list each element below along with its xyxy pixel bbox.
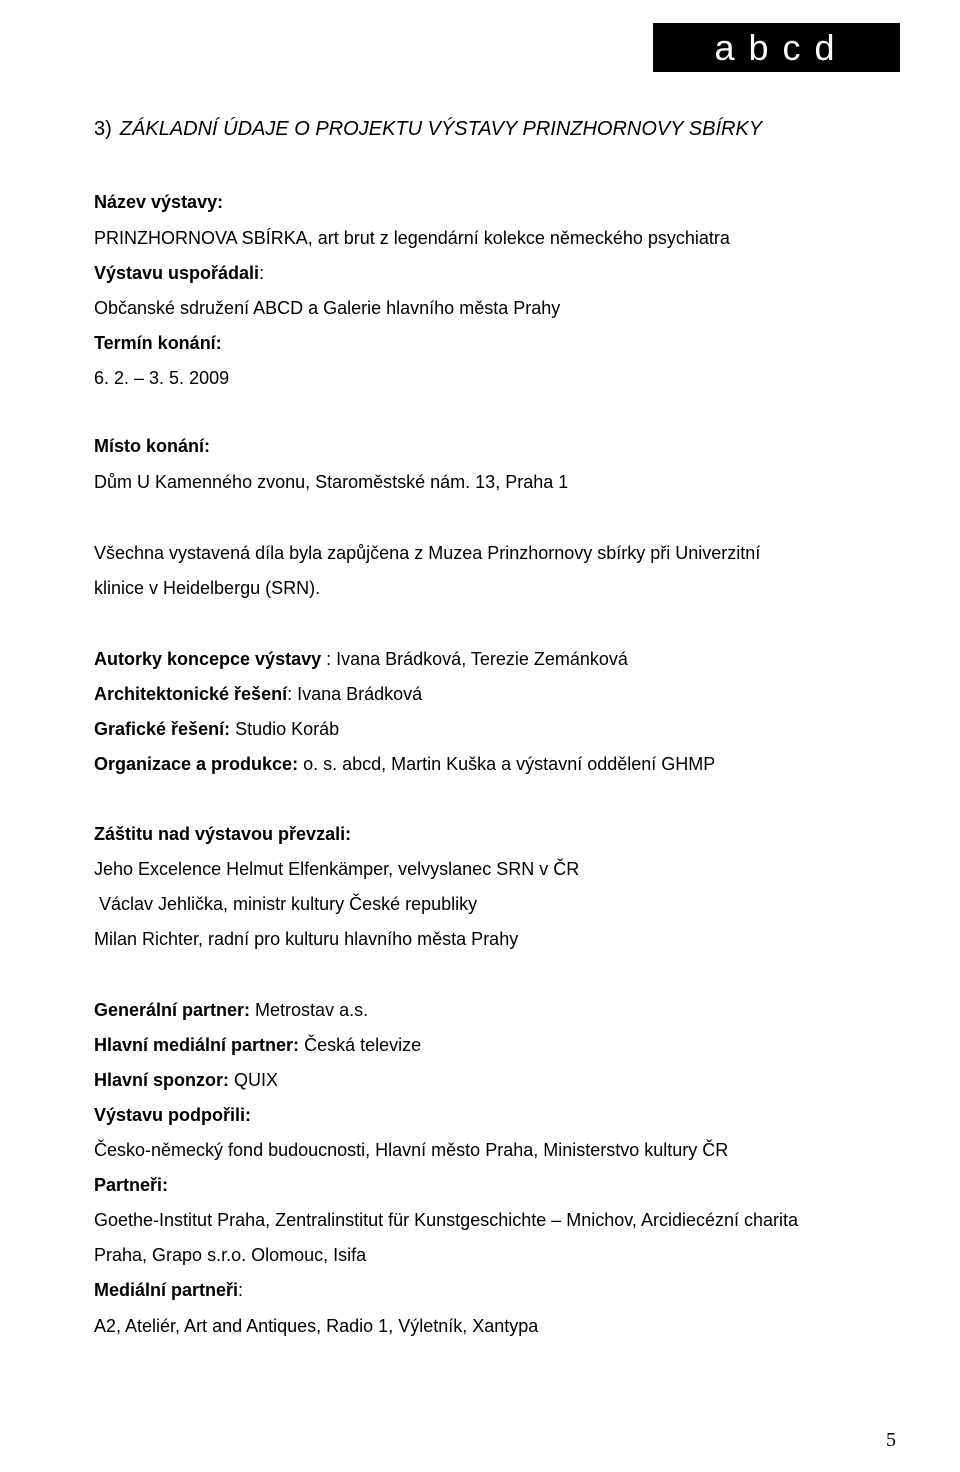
- main-sponsor-line: [94, 1068, 914, 1092]
- value-partners-line-1: Goethe-Institut Praha, Zentralinstitut für Kunstgeschichte – Mnichov, Arcidiecézní charita: [94, 1210, 799, 1230]
- value-exhibition-name: PRINZHORNOVA SBÍRKA, art brut z legendární kolekce německého psychiatra: [94, 228, 730, 248]
- label-main-sponsor: Hlavní sponzor:: [94, 1070, 230, 1090]
- value-partners-line-2: Praha, Grapo s.r.o. Olomouc, Isifa: [94, 1245, 367, 1265]
- loan-note-line-2: klinice v Heidelbergu (SRN).: [94, 578, 321, 598]
- graphics-line: [94, 717, 914, 741]
- abcd-logo: abcd: [653, 23, 900, 72]
- label-place: Místo konání:: [94, 436, 210, 456]
- value-supporters: Česko-německý fond budoucnosti, Hlavní město Praha, Ministerstvo kultury ČR: [94, 1140, 729, 1160]
- label-supporters: Výstavu podpořili:: [94, 1105, 252, 1125]
- label-media-partner: Hlavní mediální partner:: [94, 1035, 300, 1055]
- value-production: o. s. abcd, Martin Kuška a výstavní oddělení GHMP: [298, 754, 716, 774]
- value-place: Dům U Kamenného zvonu, Staroměstské nám. 13, Praha 1: [94, 472, 569, 492]
- loan-note-line-1: Všechna vystavená díla byla zapůjčena z Muzea Prinzhornovy sbírky při Univerzitní: [94, 543, 761, 563]
- label-general-partner: Generální partner:: [94, 1000, 251, 1020]
- value-concept: : Ivana Brádková, Terezie Zemánková: [321, 649, 628, 669]
- concept-line: [94, 647, 914, 671]
- label-exhibition-name: Název výstavy:: [94, 192, 224, 212]
- production-line: [94, 752, 914, 776]
- label-patronage: Záštitu nad výstavou převzali:: [94, 824, 352, 844]
- label-media-partners-line: [94, 1278, 914, 1302]
- value-graphics: Studio Koráb: [230, 719, 340, 739]
- page-number: 5: [886, 1429, 896, 1451]
- label-graphics: Grafické řešení:: [94, 719, 231, 739]
- general-partner-line: [94, 998, 914, 1022]
- label-media-partners: Mediální partneři: [94, 1280, 239, 1300]
- value-date: 6. 2. – 3. 5. 2009: [94, 368, 230, 388]
- section-heading: [94, 114, 914, 144]
- label-organizers-colon: :: [259, 263, 265, 283]
- value-organizers: Občanské sdružení ABCD a Galerie hlavního města Prahy: [94, 298, 561, 318]
- label-production: Organizace a produkce:: [94, 754, 299, 774]
- label-organizers-line: [94, 261, 914, 285]
- value-main-sponsor: QUIX: [229, 1070, 279, 1090]
- section-title: ZÁKLADNÍ ÚDAJE O PROJEKTU VÝSTAVY PRINZHORNOVY SBÍRKY: [119, 118, 763, 140]
- patron-item: Václav Jehlička, ministr kultury České republiky: [94, 894, 478, 914]
- label-media-partners-colon: :: [238, 1280, 244, 1300]
- label-partners: Partneři:: [94, 1175, 169, 1195]
- patron-item: Milan Richter, radní pro kulturu hlavního města Prahy: [94, 929, 519, 949]
- value-architecture: : Ivana Brádková: [287, 684, 423, 704]
- label-organizers: Výstavu uspořádali: [94, 263, 260, 283]
- label-date: Termín konání:: [94, 333, 222, 353]
- patron-item: Jeho Excelence Helmut Elfenkämper, velvyslanec SRN v ČR: [94, 859, 580, 879]
- label-architecture: Architektonické řešení: [94, 684, 288, 704]
- media-partner-line: [94, 1033, 914, 1057]
- value-media-partners: A2, Ateliér, Art and Antiques, Radio 1, Výletník, Xantypa: [94, 1316, 539, 1336]
- label-concept: Autorky koncepce výstavy: [94, 649, 322, 669]
- section-number: 3): [94, 118, 112, 140]
- architecture-line: [94, 682, 914, 706]
- value-general-partner: Metrostav a.s.: [250, 1000, 369, 1020]
- value-media-partner: Česká televize: [299, 1035, 422, 1055]
